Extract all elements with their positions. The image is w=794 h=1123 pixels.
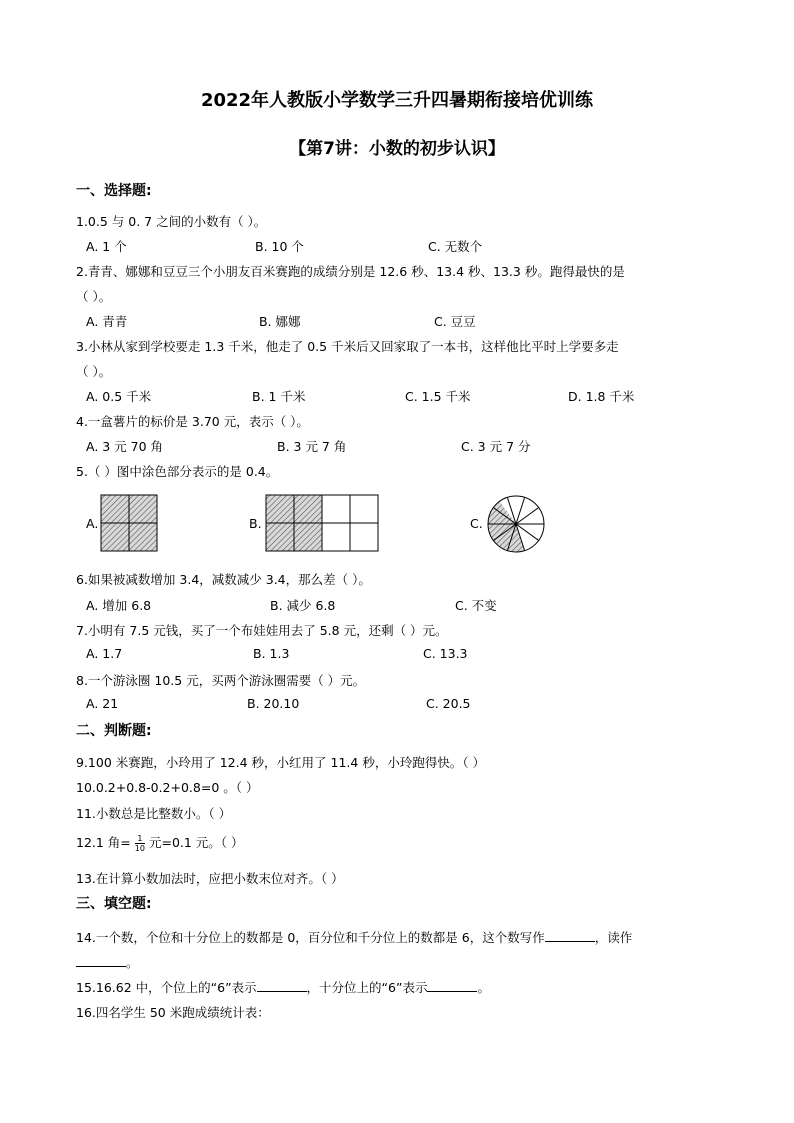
question-10: 10.0.2+0.8-0.2+0.8=0 。（ ）: [76, 780, 259, 795]
q2-option-c: C. 豆豆: [434, 314, 476, 329]
q8-option-c: C. 20.5: [426, 696, 471, 711]
question-15: [76, 978, 490, 996]
q12-prefix: 12.1 角=: [76, 835, 131, 850]
q8-option-b: B. 20.10: [247, 696, 300, 711]
q14-blank-read[interactable]: [76, 956, 126, 967]
question-11: 11.小数总是比整数小。（ ）: [76, 806, 232, 821]
q1-option-a: A. 1 个: [86, 239, 127, 254]
question-1: 1.0.5 与 0. 7 之间的小数有（ ）。: [76, 214, 267, 229]
q3-option-d: D. 1.8 千米: [568, 389, 635, 404]
question-9: 9.100 米赛跑，小玲用了 12.4 秒，小红用了 11.4 秒，小玲跑得快。（ ）: [76, 755, 486, 770]
question-5: 5.（ ）图中涂色部分表示的是 0.4。: [76, 464, 279, 479]
q5-figure-a-square: [100, 494, 160, 554]
q1-option-b: B. 10 个: [255, 239, 304, 254]
q8-option-a: A. 21: [86, 696, 119, 711]
q15-mid: ，十分位上的“6”表示: [306, 980, 428, 995]
page-title: 2022年人教版小学数学三升四暑期衔接培优训练: [200, 90, 594, 111]
question-8: 8.一个游泳圈 10.5 元，买两个游泳圈需要（ ）元。: [76, 673, 366, 688]
q4-option-c: C. 3 元 7 分: [461, 439, 531, 454]
q1-option-c: C. 无数个: [428, 239, 483, 254]
question-6: 6.如果被减数增加 3.4，减数减少 3.4，那么差（ ）。: [76, 572, 371, 587]
q2-option-b: B. 娜娜: [259, 314, 301, 329]
question-14-cont: [76, 953, 139, 971]
question-16: 16.四名学生 50 米跑成绩统计表：: [76, 1005, 270, 1020]
question-2: 2.青青、娜娜和豆豆三个小朋友百米赛跑的成绩分别是 12.6 秒、13.4 秒、13.3 秒。跑得最快的是: [76, 264, 625, 279]
q6-option-b: B. 减少 6.8: [270, 598, 336, 613]
q5-figure-b-rectangle: [265, 494, 381, 554]
q5-option-a: A.: [86, 516, 99, 531]
q3-option-b: B. 1 千米: [252, 389, 306, 404]
section-choice-heading: 一、选择题:: [76, 183, 152, 199]
q14-text: 14.一个数，个位和十分位上的数都是 0，百分位和千分位上的数都是 6，这个数写作: [76, 930, 545, 945]
q6-option-a: A. 增加 6.8: [86, 598, 152, 613]
q12-suffix: 元=0.1 元。（ ）: [148, 835, 244, 850]
q5-option-c: C.: [470, 516, 483, 531]
q3-option-c: C. 1.5 千米: [405, 389, 471, 404]
q5-option-b: B.: [249, 516, 262, 531]
q14-mid: ，读作: [594, 930, 633, 945]
question-3: 3.小林从家到学校要走 1.3 千米，他走了 0.5 千米后又回家取了一本书，这样他比平时上学要多走: [76, 339, 619, 354]
q14-blank-write[interactable]: [545, 931, 595, 942]
q7-option-b: B. 1.3: [253, 646, 290, 661]
q7-option-a: A. 1.7: [86, 646, 123, 661]
q3-option-a: A. 0.5 千米: [86, 389, 152, 404]
q12-numerator: 1: [135, 834, 145, 844]
q15-blank-ones[interactable]: [257, 981, 307, 992]
q12-fraction: [135, 834, 145, 853]
q4-option-b: B. 3 元 7 角: [277, 439, 347, 454]
question-14: [76, 928, 632, 946]
q2-option-a: A. 青青: [86, 314, 128, 329]
question-3-cont: （ ）。: [76, 364, 112, 379]
section-judge-heading: 二、判断题:: [76, 723, 152, 739]
question-7: 7.小明有 7.5 元钱，买了一个布娃娃用去了 5.8 元，还剩（ ）元。: [76, 623, 448, 638]
q15-prefix: 15.16.62 中，个位上的“6”表示: [76, 980, 257, 995]
q7-option-c: C. 13.3: [423, 646, 468, 661]
q6-option-c: C. 不变: [455, 598, 497, 613]
q14-end: 。: [126, 955, 139, 970]
q15-end: 。: [477, 980, 490, 995]
question-2-cont: （ ）。: [76, 289, 112, 304]
question-13: 13.在计算小数加法时，应把小数末位对齐。（ ）: [76, 871, 344, 886]
q4-option-a: A. 3 元 70 角: [86, 439, 164, 454]
q5-figure-c-circle: [484, 492, 548, 556]
q15-blank-tenths[interactable]: [427, 981, 477, 992]
lesson-subtitle: 【第7讲：小数的初步认识】: [289, 139, 505, 159]
q12-denominator: 10: [134, 844, 145, 853]
question-4: 4.一盒薯片的标价是 3.70 元，表示（ ）。: [76, 414, 309, 429]
section-fill-heading: 三、填空题:: [76, 896, 152, 912]
question-12: [76, 833, 244, 853]
